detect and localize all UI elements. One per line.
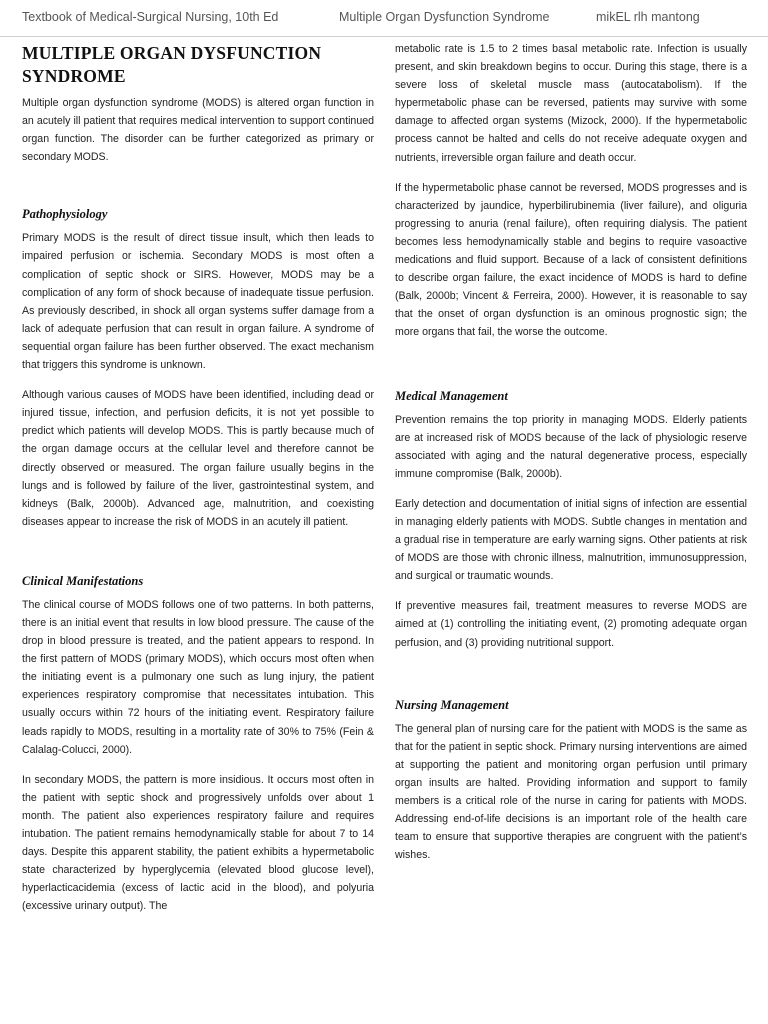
clinical-manifestations-heading: Clinical Manifestations — [22, 573, 144, 588]
document-title: MULTIPLE ORGAN DYSFUNCTION SYNDROME — [22, 43, 322, 86]
page-header — [0, 0, 768, 37]
continued-paragraph-1: metabolic rate is 1.5 to 2 times basal metabolic rate. Infection is usually present, and skin breakdown begins to occur. During this stage, there is a severe loss of skeletal muscle mass (autocatabolism). If the hypermetabolic phase can be reversed, patients may survive with some damage to affected organ systems (Mizock, 2000). If the hypermetabolic process cannot be halted and cells do not receive adequate oxygen and nutrients, irreversible organ failure and death occur. — [395, 43, 747, 164]
medical-paragraph-1: Prevention remains the top priority in managing MODS. Elderly patients are at increased risk of MODS because of the lack of physiologic reserve associated with aging and the natural degenerative process, especially immune compromise (Balk, 2000b). — [395, 413, 747, 480]
left-column — [22, 40, 374, 927]
nursing-management-heading: Nursing Management — [395, 697, 509, 712]
clinical-paragraph-1: The clinical course of MODS follows one of two patterns. In both patterns, there is an initial event that results in low blood pressure. The cause of the drop in blood pressure is treated, and the patient appears to respond. In the first pattern of MODS (primary MODS), which occurs most often when the initiating event is a pulmonary one such as lung injury, the patient experiences respiratory compromise that necessitates intubation. This usually occurs within 72 hours of the initiating event. Respiratory failure leads rapidly to MODS, resulting in a mortality rate of 30% to 75% (Fein & Calalag-Colucci, 2000). — [22, 598, 374, 756]
medical-paragraph-3: If preventive measures fail, treatment measures to reverse MODS are aimed at (1) controlling the initiating event, (2) promoting adequate organ perfusion, and (3) providing nutritional support. — [395, 600, 747, 649]
right-column — [395, 40, 747, 876]
nursing-paragraph-1: The general plan of nursing care for the patient with MODS is the same as that for the patient in septic shock. Primary nursing interventions are aimed at supporting the patient and monitoring organ perfusion until primary organ insults are halted. Providing information and support to family members is a critical role of the nurse in caring for patients with MODS. Addressing end-of-life decisions is an important role of the health care team to ensure that supportive therapies are congruent with the patient’s wishes. — [395, 722, 747, 862]
clinical-paragraph-2: In secondary MODS, the pattern is more insidious. It occurs most often in the patient with septic shock and progressively unfolds over about 1 month. The patient also experiences respiratory failure and requires intubation. The patient remains hemodynamically stable for about 7 to 14 days. Despite this apparent stability, the patient exhibits a hypermetabolic state characterized by hyperglycemia (elevated blood glucose level), hyperlacticacidemia (excess of lactic acid in the blood), and polyuria (excessive urinary output). The — [22, 773, 374, 913]
header-book-title: Textbook of Medical-Surgical Nursing, 10th Ed — [22, 10, 279, 24]
header-chapter-title: Multiple Organ Dysfunction Syndrome — [339, 10, 550, 24]
pathophysiology-paragraph-1: Primary MODS is the result of direct tissue insult, which then leads to impaired perfusion or ischemia. Secondary MODS is most often a complication of septic shock or SIRS. However, MODS may be a complication of any form of shock because of inadequate tissue perfusion. As previously described, in shock all organ systems suffer damage from a lack of adequate perfusion that can result in organ failure. A syndrome of sequential organ failure has been further observed. The exact mechanism that triggers this syndrome is unknown. — [22, 232, 374, 372]
continued-paragraph-2: If the hypermetabolic phase cannot be reversed, MODS progresses and is characterized by jaundice, hyperbilirubinemia (liver failure), and oliguria progressing to anuria (renal failure), often requiring dialysis. The patient becomes less hemodynamically stable and begins to require vasoactive medications and fluid support. Because of a lack of consistent definitions to describe organ failure, the exact incidence of MODS is hard to define (Balk, 2000b; Vincent & Ferreira, 2000). However, it is reasonable to say that the onset of organ dysfunction is an ominous prognostic sign; the more organs that fail, the worse the outcome. — [395, 181, 747, 339]
medical-paragraph-2: Early detection and documentation of initial signs of infection are essential in managing elderly patients with MODS. Subtle changes in mentation and a gradual rise in temperature are early warning signs. Other patients at risk of MODS are those with chronic illness, malnutrition, immunosuppression, and surgical or traumatic wounds. — [395, 497, 747, 583]
intro-paragraph: Multiple organ dysfunction syndrome (MODS) is altered organ function in an acutely ill patient that requires medical intervention to support continued organ function. The disorder can be further categorized as primary or secondary MODS. — [22, 97, 374, 164]
medical-management-heading: Medical Management — [395, 388, 508, 403]
pathophysiology-paragraph-2: Although various causes of MODS have been identified, including dead or injured tissue, infection, and perfusion deficits, it is not yet possible to predict which patients will develop MODS. This is partly because much of the organ damage occurs at the cellular level and therefore cannot be directly observed or measured. The organ failure usually begins in the lungs and is followed by failure of the liver, gastrointestinal system, and kidneys (Balk, 2000b). Advanced age, malnutrition, and coexisting diseases appear to increase the risk of MODS in an acutely ill patient. — [22, 389, 374, 528]
header-author: mikEL rlh mantong — [596, 10, 700, 24]
pathophysiology-heading: Pathophysiology — [22, 207, 108, 222]
